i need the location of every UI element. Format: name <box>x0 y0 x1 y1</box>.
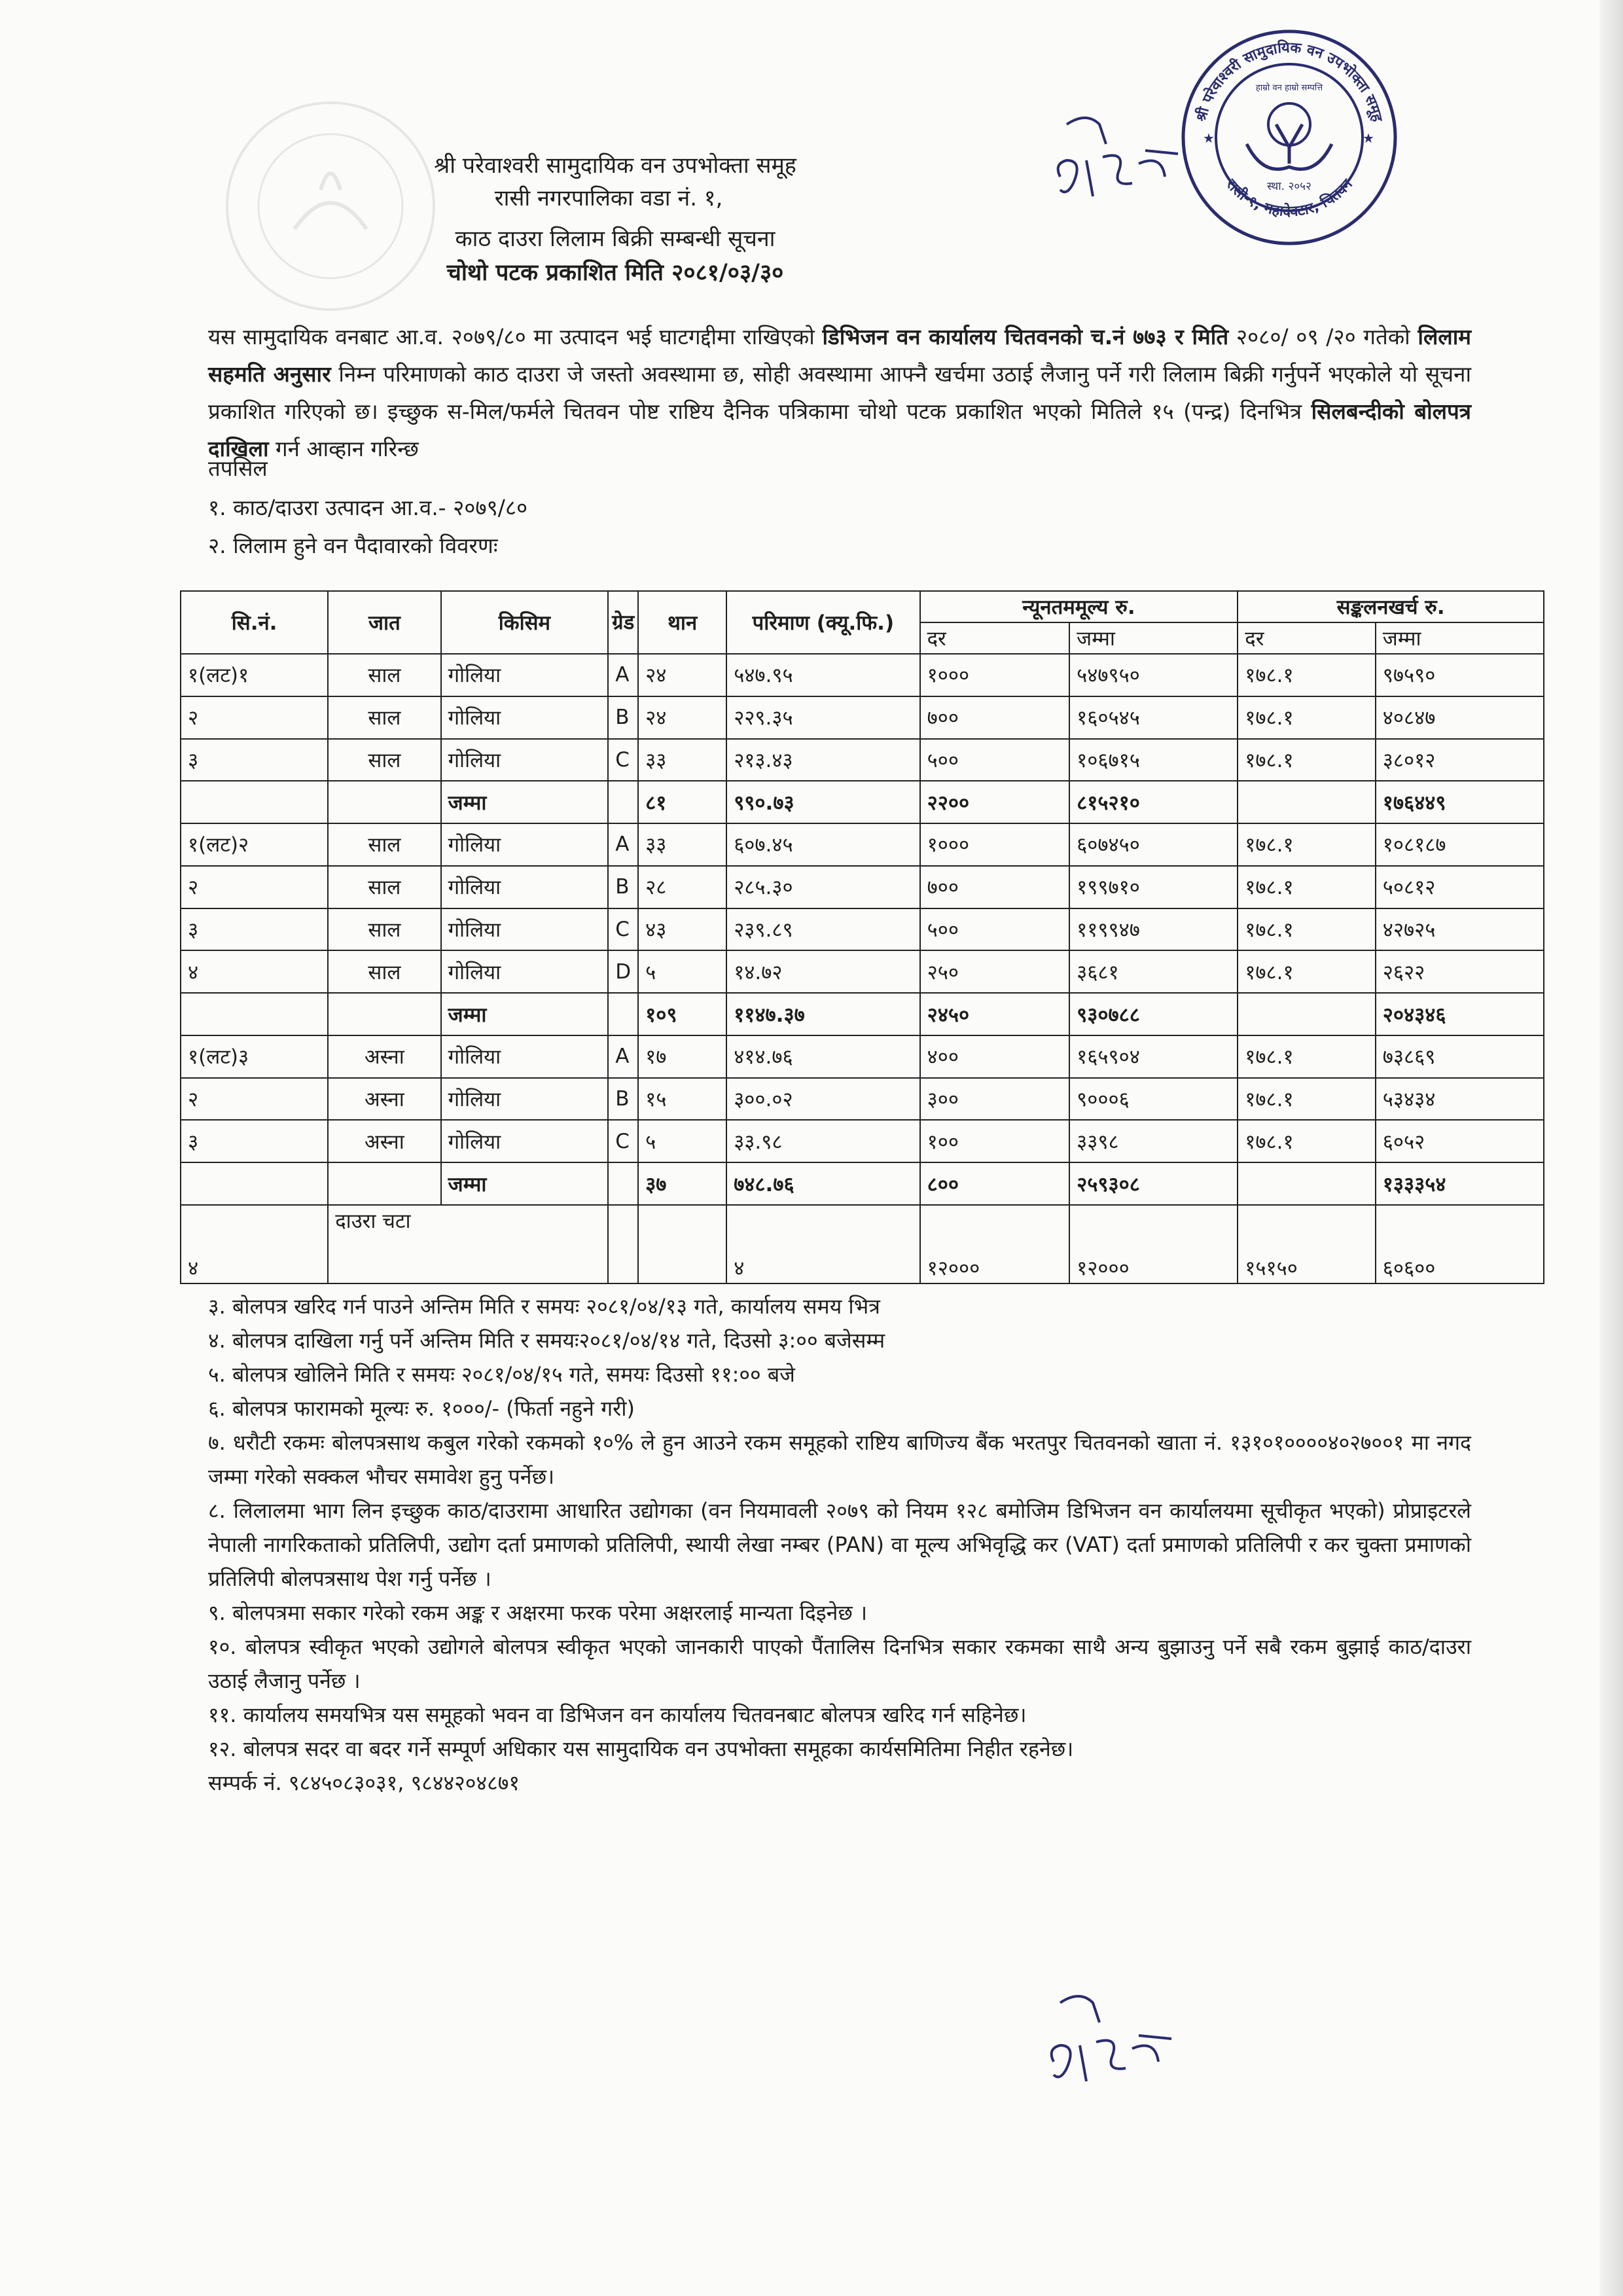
cell-rate2: १७८.१ <box>1238 1120 1375 1162</box>
cell-species: अस्ना <box>328 1120 440 1162</box>
cell-pieces <box>638 1205 726 1283</box>
table-row-subtotal <box>181 1162 1544 1205</box>
cell-sn: ४ <box>181 1205 328 1283</box>
table-row <box>181 654 1544 696</box>
table-row <box>181 696 1544 739</box>
contact-numbers: सम्पर्क नं. ९८४५०८३०३१, ९८४४२०४८७१ <box>208 1770 520 1795</box>
cell-pieces: ३३ <box>638 739 726 781</box>
table-row-subtotal <box>181 993 1544 1035</box>
cell-total2: ५३४३४ <box>1376 1078 1544 1121</box>
list-item: ४. बोलपत्र दाखिला गर्नु पर्ने अन्तिम मिति र समयः२०८१/०४/१४ गते, दिउसो ३:०० बजेसम्म <box>208 1328 885 1353</box>
cell-type: गोलिया <box>441 1078 609 1121</box>
cell-rate1: २५० <box>920 950 1070 993</box>
cell-species <box>328 993 440 1035</box>
cell-grade <box>608 993 638 1035</box>
page-edge-shadow <box>1599 0 1623 2296</box>
cell-rate1: ४०० <box>920 1035 1070 1078</box>
seal-inner-motto: हाम्रो वन हाम्रो सम्पत्ति <box>1255 83 1323 93</box>
cell-type: गोलिया <box>441 739 609 781</box>
seal-text-top: श्री परेवाश्वरी सामुदायिक वन उपभोक्ता समूह <box>1193 39 1385 124</box>
list-item: ८. लिलालमा भाग लिन इच्छुक काठ/दाउरामा आधारित उद्योगका (वन नियमावली २०७९ को नियम १२८ बमोजिम डिभिजन वन कार्यालयमा सूचीकृत भएको) प्रोप्राइटरले नेपाली नागरिकताको प्रतिलिपी, उद्योग दर्ता प्रमाणको प्रतिलिपी, स्थायी लेखा नम्बर (PAN) वा मूल्य अभिवृद्धि कर (VAT) दर्ता प्रमाणको प्रतिलिपी र कर चुक्ता प्रमाणको प्रतिलिपी बोलपत्रसाथ पेश गर्नु पर्नेछ । <box>208 1498 1471 1591</box>
cell-total1: ११९९४७ <box>1069 908 1238 951</box>
cell-volume: ४ <box>726 1205 919 1283</box>
list-item: ११. कार्यालय समयभित्र यस समूहको भवन वा डिभिजन वन कार्यालय चितवनबाट बोलपत्र खरिद गर्न सहिनेछ। <box>208 1702 1027 1727</box>
intro-bold-3: सिलबन्दीको बोलपत्र दाखिला <box>208 399 1471 461</box>
cell-species: साल <box>328 950 440 993</box>
cell-total1: ९३०७८८ <box>1069 993 1238 1035</box>
cell-total2: ७३८६९ <box>1376 1035 1544 1078</box>
cell-total1: १९९७१० <box>1069 866 1238 908</box>
cell-total2: ९७५९० <box>1376 654 1544 696</box>
intro-text-3: निम्न परिमाणको काठ दाउरा जे जस्तो अवस्थामा छ, सोही अवस्थामा आफ्नै खर्चमा उठाई लैजानु पर्ने गरी लिलाम बिक्री गर्नुपर्ने भएकोले यो सूचना प्रकाशित गरिएको छ। इच्छुक स-मिल/फर्मले चितवन पोष्ट राष्टिय दैनिक पत्रिकामा चोथो पटक प्रकाशित भएको मितिले १५ (पन्द्र) दिनभित्र <box>208 361 1471 424</box>
cell-rate1: १२००० <box>920 1205 1070 1283</box>
cell-sn: ३ <box>181 1120 328 1162</box>
cell-total2: ४०८४७ <box>1376 696 1544 739</box>
cell-volume: २८५.३० <box>726 866 919 908</box>
cell-rate2: १७८.१ <box>1238 654 1375 696</box>
col-volume: परिमाण (क्यू.फि.) <box>726 591 919 654</box>
cell-sn <box>181 1162 328 1205</box>
cell-total2: ४२७२५ <box>1376 908 1544 951</box>
list-item: ५. बोलपत्र खोलिने मिति र समयः २०८१/०४/१५ गते, समयः दिउसो ११:०० बजे <box>208 1362 795 1387</box>
col-sn: सि.नं. <box>181 591 328 654</box>
subcol-total-1: जम्मा <box>1069 622 1238 654</box>
svg-text:★: ★ <box>1203 130 1215 146</box>
cell-rate1: २२०० <box>920 781 1070 823</box>
cell-sn: ४ <box>181 950 328 993</box>
cell-type: गोलिया <box>441 866 609 908</box>
header-municipality: रासी नगरपालिका वडा नं. १, <box>494 185 723 211</box>
col-collection-cost: सङ्कलनखर्च रु. <box>1238 591 1544 622</box>
cell-total2: २०४३४६ <box>1376 993 1544 1035</box>
cell-grade: B <box>608 1078 638 1121</box>
cell-grade <box>608 781 638 823</box>
cell-pieces: २४ <box>638 654 726 696</box>
table-row <box>181 950 1544 993</box>
cell-rate2: १७८.१ <box>1238 696 1375 739</box>
cell-pieces: ३३ <box>638 823 726 866</box>
cell-total2: १०८१८७ <box>1376 823 1544 866</box>
col-type: किसिम <box>441 591 609 654</box>
intro-bold-2: लिलाम सहमति अनुसार <box>208 324 1471 387</box>
cell-pieces: २८ <box>638 866 726 908</box>
cell-grade: B <box>608 866 638 908</box>
cell-sn: ३ <box>181 739 328 781</box>
cell-type: गोलिया <box>441 654 609 696</box>
cell-rate1: ५०० <box>920 739 1070 781</box>
cell-rate2: १७८.१ <box>1238 950 1375 993</box>
cell-pieces: ५ <box>638 950 726 993</box>
cell-total1: १२००० <box>1069 1205 1238 1283</box>
cell-volume: १४.७२ <box>726 950 919 993</box>
table-row <box>181 908 1544 951</box>
cell-rate2: १७८.१ <box>1238 1035 1375 1078</box>
cell-species: अस्ना <box>328 1035 440 1078</box>
cell-volume: ७४८.७६ <box>726 1162 919 1205</box>
cell-rate2 <box>1238 1162 1375 1205</box>
subcol-rate-1: दर <box>920 622 1070 654</box>
svg-text:★: ★ <box>1363 130 1374 146</box>
tapasil-label: तपसिल <box>208 456 268 481</box>
cell-type: गोलिया <box>441 908 609 951</box>
cell-grade: A <box>608 654 638 696</box>
cell-total1: ६०७४५० <box>1069 823 1238 866</box>
cell-rate1: ५०० <box>920 908 1070 951</box>
cell-rate2: १७८.१ <box>1238 1078 1375 1121</box>
cell-type: गोलिया <box>441 1120 609 1162</box>
cell-grade: C <box>608 739 638 781</box>
cell-sn: २ <box>181 866 328 908</box>
cell-total2: ३८०१२ <box>1376 739 1544 781</box>
cell-sn: १(लट)२ <box>181 823 328 866</box>
cell-rate2: १७८.१ <box>1238 908 1375 951</box>
cell-pieces: ८१ <box>638 781 726 823</box>
header-org-name: श्री परेवाश्वरी सामुदायिक वन उपभोक्ता समूह <box>434 152 796 179</box>
table-row <box>181 1120 1544 1162</box>
cell-rate2: १५१५० <box>1238 1205 1375 1283</box>
cell-type: जम्मा <box>441 993 609 1035</box>
table-row <box>181 1035 1544 1078</box>
cell-total1: ९०००६ <box>1069 1078 1238 1121</box>
cell-species: साल <box>328 739 440 781</box>
cell-species: साल <box>328 866 440 908</box>
table-row-subtotal <box>181 781 1544 823</box>
seal-text-bottom: रासी-१, महादेवटार, चितवन <box>1222 176 1356 221</box>
list-item: १२. बोलपत्र सदर वा बदर गर्ने सम्पूर्ण अधिकार यस सामुदायिक वन उपभोक्ता समूहका कार्यसमितिमा निहीत रहनेछ। <box>208 1736 1074 1761</box>
cell-pieces: १०९ <box>638 993 726 1035</box>
table-row <box>181 823 1544 866</box>
cell-grade: A <box>608 823 638 866</box>
cell-pieces: १७ <box>638 1035 726 1078</box>
cell-volume: ३३.९८ <box>726 1120 919 1162</box>
cell-sn <box>181 993 328 1035</box>
cell-species: साल <box>328 696 440 739</box>
cell-total2: ६०६०० <box>1376 1205 1544 1283</box>
table-header-row <box>181 591 1544 622</box>
cell-rate1: ८०० <box>920 1162 1070 1205</box>
cell-volume: २३९.८९ <box>726 908 919 951</box>
cell-total1: १६०५४५ <box>1069 696 1238 739</box>
cell-volume: २१३.४३ <box>726 739 919 781</box>
cell-total1: ८१५२१० <box>1069 781 1238 823</box>
cell-total1: २५९३०८ <box>1069 1162 1238 1205</box>
col-pieces: थान <box>638 591 726 654</box>
subcol-total-2: जम्मा <box>1376 622 1544 654</box>
cell-grade: A <box>608 1035 638 1078</box>
intro-paragraph <box>208 318 1471 467</box>
cell-species <box>328 781 440 823</box>
cell-species: साल <box>328 654 440 696</box>
cell-sn: २ <box>181 1078 328 1121</box>
cell-total1: ५४७९५० <box>1069 654 1238 696</box>
cell-rate2: १७८.१ <box>1238 823 1375 866</box>
cell-total1: ३३९८ <box>1069 1120 1238 1162</box>
table-row <box>181 866 1544 908</box>
cell-species: अस्ना <box>328 1078 440 1121</box>
cell-type: जम्मा <box>441 781 609 823</box>
cell-pieces: २४ <box>638 696 726 739</box>
cell-volume: ४१४.७६ <box>726 1035 919 1078</box>
cell-species: साल <box>328 823 440 866</box>
table-row-firewood <box>181 1205 1544 1283</box>
cell-rate1: १००० <box>920 654 1070 696</box>
col-species: जात <box>328 591 440 654</box>
cell-sn: १(लट)३ <box>181 1035 328 1078</box>
cell-rate2 <box>1238 781 1375 823</box>
cell-rate1: ७०० <box>920 866 1070 908</box>
cell-grade: C <box>608 1120 638 1162</box>
cell-rate2: १७८.१ <box>1238 739 1375 781</box>
cell-type: गोलिया <box>441 1035 609 1078</box>
cell-type: जम्मा <box>441 1162 609 1205</box>
cell-grade: D <box>608 950 638 993</box>
cell-grade: C <box>608 908 638 951</box>
cell-rate2: १७८.१ <box>1238 866 1375 908</box>
subcol-rate-2: दर <box>1238 622 1375 654</box>
cell-total2: ५०८१२ <box>1376 866 1544 908</box>
list-item: ६. बोलपत्र फारामको मूल्यः रु. १०००/- (फिर्ता नहुने गरी) <box>208 1396 635 1421</box>
cell-total1: १०६७१५ <box>1069 739 1238 781</box>
cell-total1: ३६८१ <box>1069 950 1238 993</box>
header-publish-date: चोथो पटक प्रकाशित मिति २०८१/०३/३० <box>446 260 784 286</box>
cell-type: गोलिया <box>441 696 609 739</box>
header-notice-title: काठ दाउरा लिलाम बिक्री सम्बन्धी सूचना <box>455 226 776 252</box>
list-item: १०. बोलपत्र स्वीकृत भएको उद्योगले बोलपत्र स्वीकृत भएको जानकारी पाएको पैंतालिस दिनभित्र सकार रकमका साथै अन्य बुझाउनु पर्ने सबै रकम बुझाई काठ/दाउरा उठाई लैजानु पर्नेछ । <box>208 1634 1471 1693</box>
cell-volume: ११४७.३७ <box>726 993 919 1035</box>
intro-bold-1: डिभिजन वन कार्यालय चितवनको च.नं ७७३ र मिति <box>822 324 1229 350</box>
cell-grade <box>608 1162 638 1205</box>
list-item-auction-detail: २. लिलाम हुने वन पैदावारको विवरणः <box>208 533 498 558</box>
table-row <box>181 739 1544 781</box>
signature-top <box>1047 105 1198 216</box>
cell-total2: १३३३५४ <box>1376 1162 1544 1205</box>
list-item: ७. धरौटी रकमः बोलपत्रसाथ कबुल गरेको रकमको १०% ले हुन आउने रकम समूहको राष्टिय बाणिज्य बैंक भरतपुर चितवनको खाता नं. १३१०१००००४०२७००१ मा नगद जम्मा गरेको सक्कल भौचर समावेश हुनु पर्नेछ। <box>208 1430 1471 1489</box>
cell-species: साल <box>328 908 440 951</box>
cell-volume: ३००.०२ <box>726 1078 919 1121</box>
cell-sn: १(लट)१ <box>181 654 328 696</box>
list-item: ३. बोलपत्र खरिद गर्न पाउने अन्तिम मिति र समयः २०८१/०४/१३ गते, कार्यालय समय भित्र <box>208 1294 880 1319</box>
col-min-price: न्यूनतममूल्य रु. <box>920 591 1238 622</box>
seal-year: स्था. २०५२ <box>1267 180 1311 193</box>
cell-volume: २२९.३५ <box>726 696 919 739</box>
signature-bottom <box>1041 1983 1191 2101</box>
cell-species: दाउरा चटा <box>328 1205 608 1283</box>
cell-total1: १६५९०४ <box>1069 1035 1238 1078</box>
cell-rate1: ७०० <box>920 696 1070 739</box>
cell-sn: २ <box>181 696 328 739</box>
cell-pieces: १५ <box>638 1078 726 1121</box>
official-seal <box>1178 26 1400 249</box>
cell-species <box>328 1162 440 1205</box>
terms-list <box>208 1289 1471 1800</box>
cell-total2: १७६४४९ <box>1376 781 1544 823</box>
cell-volume: ५४७.९५ <box>726 654 919 696</box>
table-row <box>181 1078 1544 1121</box>
intro-text-1: यस सामुदायिक वनबाट आ.व. २०७९/८० मा उत्पादन भई घाटगद्दीमा राखिएको <box>208 324 823 350</box>
cell-rate1: ३०० <box>920 1078 1070 1121</box>
cell-rate1: १०० <box>920 1120 1070 1162</box>
list-item: ९. बोलपत्रमा सकार गरेको रकम अङ्क र अक्षरमा फरक परेमा अक्षरलाई मान्यता दिइनेछ । <box>208 1600 868 1625</box>
cell-volume: ६०७.४५ <box>726 823 919 866</box>
auction-table <box>180 590 1544 1284</box>
cell-type: गोलिया <box>441 823 609 866</box>
cell-grade <box>608 1205 638 1283</box>
cell-rate2 <box>1238 993 1375 1035</box>
cell-total2: २६२२ <box>1376 950 1544 993</box>
cell-rate1: २४५० <box>920 993 1070 1035</box>
cell-sn <box>181 781 328 823</box>
cell-pieces: ३७ <box>638 1162 726 1205</box>
cell-pieces: ५ <box>638 1120 726 1162</box>
list-item-production-year: १. काठ/दाउरा उत्पादन आ.व.- २०७९/८० <box>208 495 528 520</box>
intro-text-4: गर्न आव्हान गरिन्छ <box>268 436 419 461</box>
cell-type: गोलिया <box>441 950 609 993</box>
cell-volume: ९९०.७३ <box>726 781 919 823</box>
cell-total2: ६०५२ <box>1376 1120 1544 1162</box>
cell-sn: ३ <box>181 908 328 951</box>
intro-text-2: २०८०/ ०९ /२० गतेको <box>1228 324 1418 350</box>
cell-grade: B <box>608 696 638 739</box>
cell-rate1: १००० <box>920 823 1070 866</box>
cell-pieces: ४३ <box>638 908 726 951</box>
col-grade: ग्रेड <box>608 591 638 654</box>
